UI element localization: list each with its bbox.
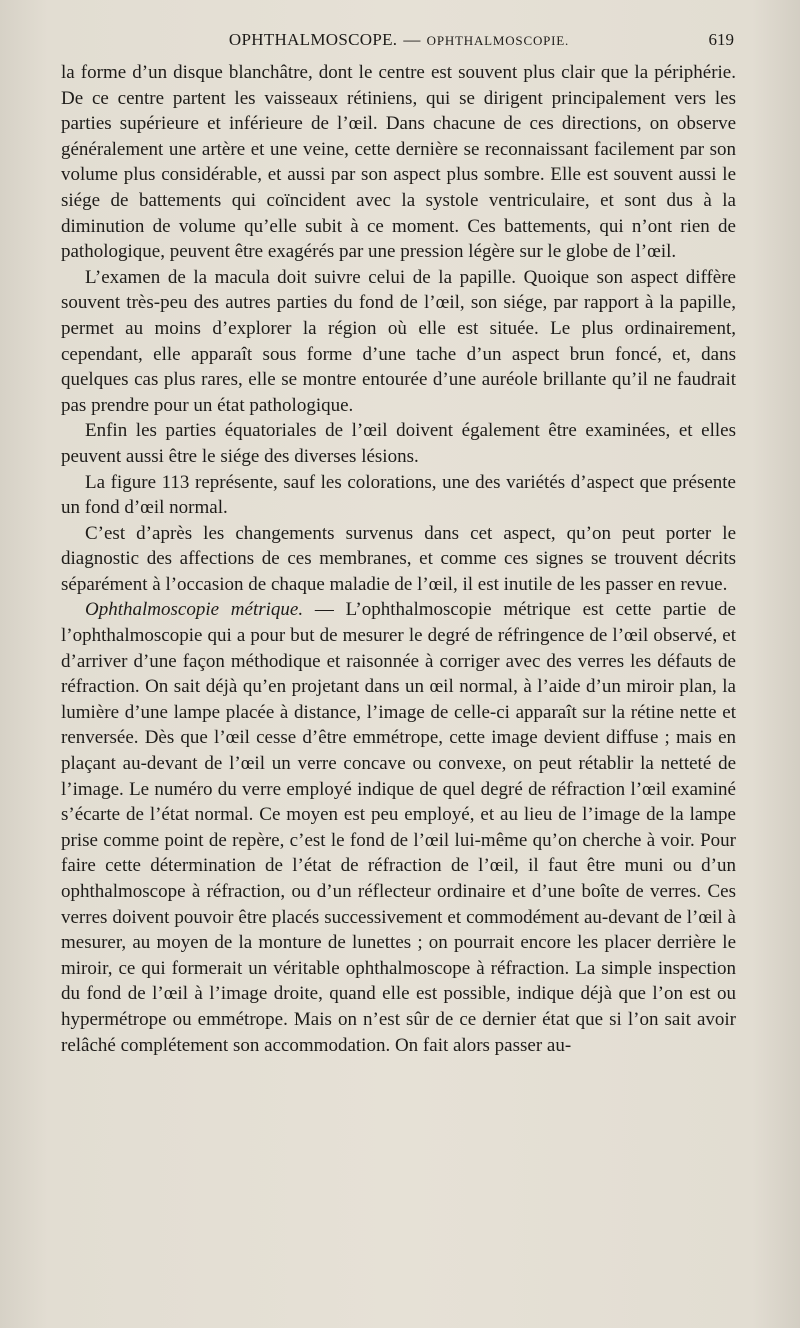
running-head xyxy=(60,30,738,50)
paragraph-text: C’est d’après les changements survenus dans cet aspect, qu’on peut porter le diagnostic des affections de ces membranes, et comme ces signes se trouvent décrits séparément à l’occasion de chaque maladie de l’œil, il est inutile de les passer en revue. xyxy=(61,522,736,595)
paragraph-6 xyxy=(61,597,736,1058)
paragraph-text: La figure 113 représente, sauf les colorations, une des variétés d’aspect que présente un fond d’œil normal. xyxy=(61,471,736,519)
running-head-dash: — xyxy=(403,30,421,49)
paragraph-text: L’examen de la macula doit suivre celui de la papille. Quoique son aspect diffère souvent très-peu des autres parties du fond de l’œil, son siége, par rapport à la papille, permet au moins d’explorer la région où elle est située. Le plus ordinairement, cependant, elle apparaît sous forme d’une tache d’un aspect brun foncé, et, dans quelques cas plus rares, elle se montre entourée d’une auréole brillante qu’il ne faudrait pas prendre pour un état pathologique. xyxy=(61,266,736,416)
running-head-subtitle: OPHTHALMOSCOPIE. xyxy=(426,33,570,48)
running-head-title: OPHTHALMOSCOPE. xyxy=(228,30,398,49)
paragraph-1 xyxy=(61,60,736,265)
paragraph-3 xyxy=(61,418,736,469)
body-text xyxy=(61,60,736,1058)
page-number: 619 xyxy=(708,30,734,49)
paragraph-text: Enfin les parties équatoriales de l’œil doivent également être examinées, et elles peuvent aussi être le siége des diverses lésions. xyxy=(61,420,736,467)
page-header xyxy=(60,28,738,54)
paragraph-text: — L’ophthalmoscopie métrique est cette partie de l’ophthalmoscopie qui a pour but de mesurer le degré de réfringence de l’œil observé, et d’arriver d’une façon méthodique et raisonnée à corriger avec des verres les défauts de réfraction. On sait déjà qu’en projetant dans un œil normal, à l’aide d’un miroir plan, la lumière d’une lampe placée à distance, l’image de celle-ci apparaît sur la rétine nette et renversée. Dès que l’œil cesse d’être emmétrope, cette image devient diffuse ; mais en plaçant au-devant de l’œil un verre concave ou convexe, on peut rétablir la netteté de l’image. Le numéro du verre employé indique de quel degré de réfraction l’œil examiné s’écarte de l’état normal. Ce moyen est peu employé, et au lieu de l’image de la lampe prise comme point de repère, c’est le fond de l’œil lui-même qu’on cherche à voir. Pour faire cette détermination de l’état de réfraction de l’œil, il faut être muni ou d’un ophthalmoscope à réfraction, ou d’un réflecteur ordinaire et d’une boîte de verres. Ces verres doivent pouvoir être placés successivement et commodément au-devant de l’œil à mesurer, au moyen de la monture de lunettes ; on pourrait encore les placer derrière le miroir, ce qui formerait un véritable ophthalmoscope à réfraction. La simple inspection du fond de l’œil à l’image droite, quand elle est possible, indique déjà que l’on est ou hypermétrope ou emmétrope. Mais on n’est sûr de ce dernier état que si l’on sait avoir relâché complétement son accommodation. On fait alors passer au- xyxy=(61,599,736,1056)
paragraph-2 xyxy=(61,265,736,419)
paragraph-5 xyxy=(61,521,736,598)
paragraph-text: la forme d’un disque blanchâtre, dont le centre est souvent plus clair que la périphérie. De ce centre partent les vaisseaux rétiniens, qui se dirigent principalement vers les parties supérieure et inférieure de l’œil. Dans chacune de ces directions, on observe généralement une artère et une veine, cette dernière se reconnaissant facilement par son volume plus considérable, et aussi par son aspect plus sombre. Elle est souvent aussi le siége de battements qui coïncident avec la systole ventriculaire, et sont dus à la diminution de volume qu’elle subit à ce moment. Ces battements, qui n’ont rien de pathologique, peuvent être exagérés par une pression légère sur le globe de l’œil. xyxy=(61,62,736,263)
paragraph-4 xyxy=(61,470,736,521)
section-heading: Ophthalmoscopie métrique. xyxy=(85,599,304,621)
